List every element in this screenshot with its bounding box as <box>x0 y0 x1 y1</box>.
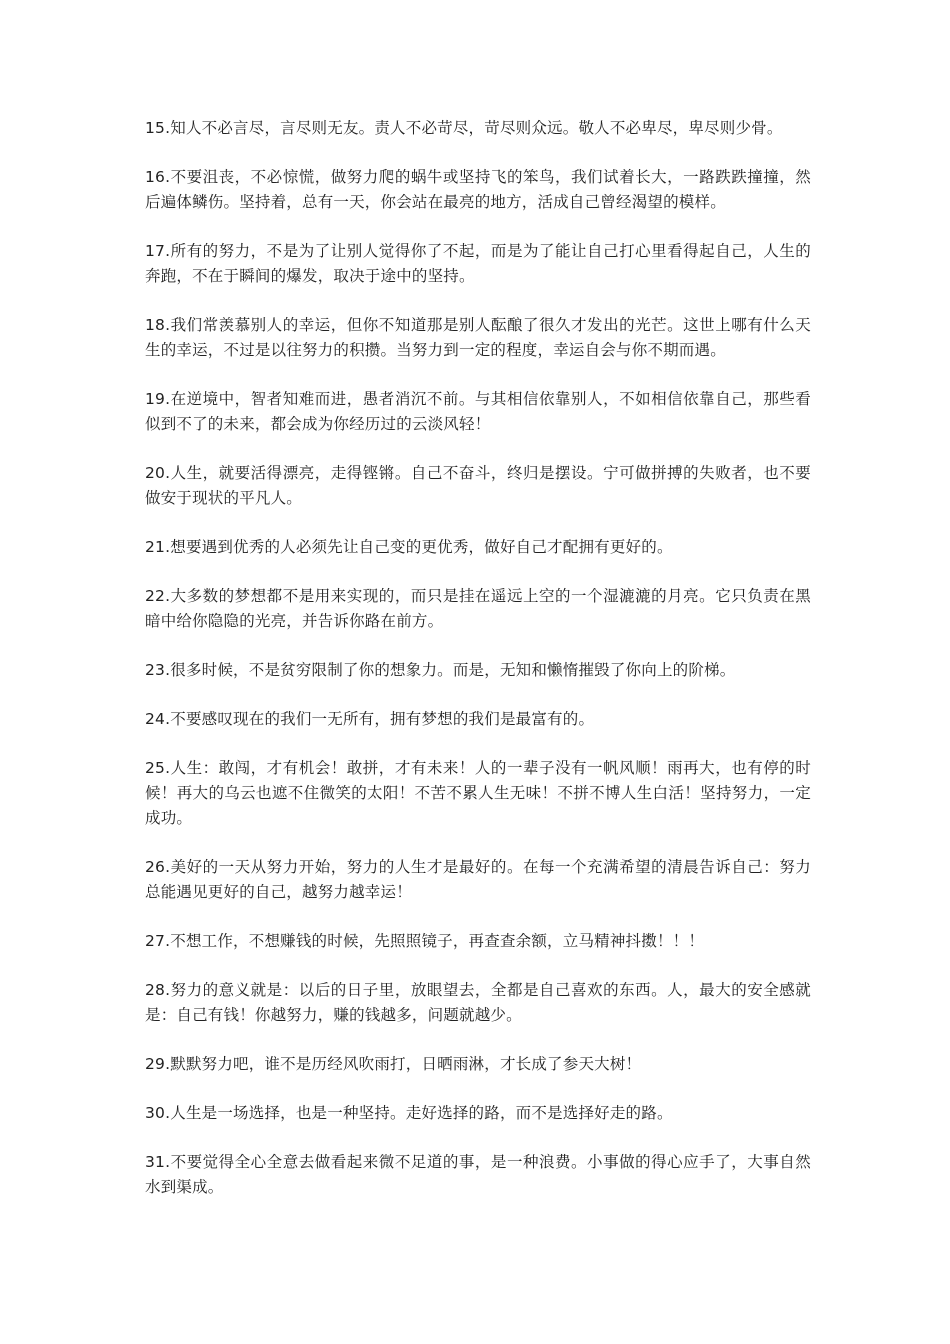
quote-paragraph: 22.大多数的梦想都不是用来实现的，而只是挂在遥远上空的一个湿漉漉的月亮。它只负责在黑暗中给你隐隐的光亮，并告诉你路在前方。 <box>145 587 811 630</box>
quote-paragraph: 31.不要觉得全心全意去做看起来微不足道的事，是一种浪费。小事做的得心应手了，大事自然水到渠成。 <box>145 1153 811 1196</box>
quote-paragraph: 21.想要遇到优秀的人必须先让自己变的更优秀，做好自己才配拥有更好的。 <box>145 538 673 556</box>
quote-paragraph: 20.人生，就要活得漂亮，走得铿锵。自己不奋斗，终归是摆设。宁可做拼搏的失败者，也不要做安于现状的平凡人。 <box>145 464 811 507</box>
quote-paragraph: 16.不要沮丧，不必惊慌，做努力爬的蜗牛或坚持飞的笨鸟，我们试着长大，一路跌跌撞撞，然后遍体鳞伤。坚持着，总有一天，你会站在最亮的地方，活成自己曾经渴望的模样。 <box>145 168 811 211</box>
quote-paragraph: 26.美好的一天从努力开始，努力的人生才是最好的。在每一个充满希望的清晨告诉自己：努力总能遇见更好的自己，越努力越幸运！ <box>145 858 811 901</box>
quote-paragraph: 24.不要感叹现在的我们一无所有，拥有梦想的我们是最富有的。 <box>145 710 595 728</box>
quote-paragraph: 28.努力的意义就是：以后的日子里，放眼望去，全都是自己喜欢的东西。人，最大的安全感就是：自己有钱！你越努力，赚的钱越多，问题就越少。 <box>145 981 811 1024</box>
quote-paragraph: 17.所有的努力，不是为了让别人觉得你了不起，而是为了能让自己打心里看得起自己，人生的奔跑，不在于瞬间的爆发，取决于途中的坚持。 <box>145 242 811 285</box>
quote-paragraph: 18.我们常羡慕别人的幸运，但你不知道那是别人酝酿了很久才发出的光芒。这世上哪有什么天生的幸运，不过是以往努力的积攒。当努力到一定的程度，幸运自会与你不期而遇。 <box>145 316 811 359</box>
quote-paragraph: 19.在逆境中，智者知难而进，愚者消沉不前。与其相信依靠别人，不如相信依靠自己，那些看似到不了的未来，都会成为你经历过的云淡风轻！ <box>145 390 811 433</box>
quote-paragraph: 30.人生是一场选择，也是一种坚持。走好选择的路，而不是选择好走的路。 <box>145 1104 673 1122</box>
quote-paragraph: 29.默默努力吧，谁不是历经风吹雨打，日晒雨淋，才长成了参天大树！ <box>145 1055 642 1073</box>
document-page <box>145 116 811 1224</box>
quote-paragraph: 25.人生：敢闯，才有机会！敢拼，才有未来！人的一辈子没有一帆风顺！雨再大，也有停的时候！再大的乌云也遮不住微笑的太阳！不苦不累人生无味！不拼不博人生白活！坚持努力，一定成功。 <box>145 759 811 827</box>
quote-paragraph: 27.不想工作，不想赚钱的时候，先照照镜子，再查查余额，立马精神抖擞！！！ <box>145 932 705 950</box>
quote-paragraph: 15.知人不必言尽，言尽则无友。责人不必苛尽，苛尽则众远。敬人不必卑尽，卑尽则少骨。 <box>145 119 783 137</box>
quote-paragraph: 23.很多时候，不是贫穷限制了你的想象力。而是，无知和懒惰摧毁了你向上的阶梯。 <box>145 661 736 679</box>
